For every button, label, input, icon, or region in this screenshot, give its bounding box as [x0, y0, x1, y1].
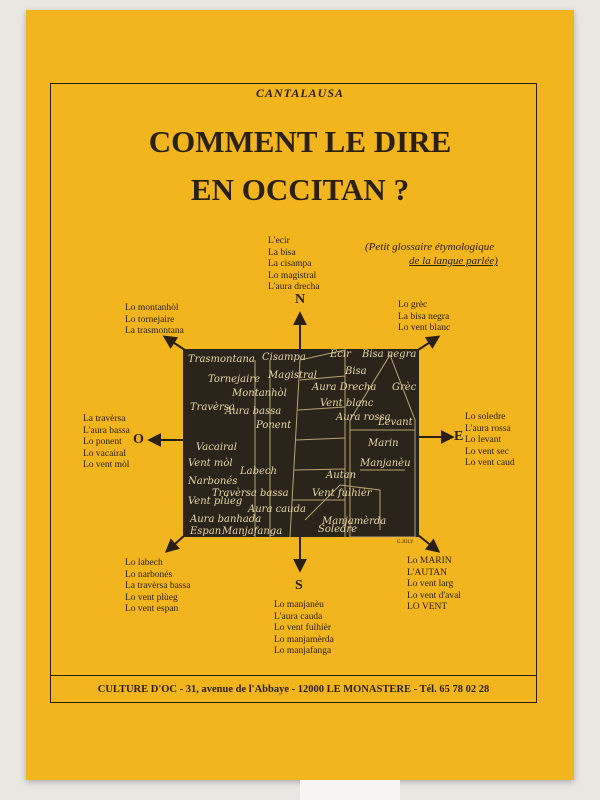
wind-name: L'AUTAN [407, 567, 447, 578]
wind-name: Lo levant [465, 435, 502, 445]
wind-list-southeast [407, 556, 461, 614]
wind-list-west [83, 414, 130, 472]
wind-name: L'aura bassa [83, 425, 130, 436]
illustration-word: Narbonés [188, 476, 238, 487]
arrow-southeast [418, 535, 438, 551]
wind-name: Lo soledre [465, 412, 506, 422]
wind-list-northeast [398, 300, 450, 335]
wind-name: Lo magistral [268, 270, 317, 281]
illustration-word: Travèrsa bassa [212, 488, 289, 499]
wind-name: La travèrsa [83, 414, 126, 424]
illustration-word: Marin [368, 438, 399, 449]
cardinal-south: S [295, 578, 303, 593]
arrow-southwest [167, 535, 185, 551]
illustration-word: Travèrsa [190, 402, 235, 413]
illustration-word: Aura Drecha [312, 382, 377, 393]
illustration-word: Espan [190, 526, 222, 537]
wind-name: Lo vent fulhièr [274, 623, 331, 633]
wind-name: L'ecir [268, 236, 290, 246]
illustration-word: Vent fulhièr [312, 488, 372, 499]
footer-address: CULTURE D'OC - 31, avenue de l'Abbaye - 12000 LE MONASTERE - Tél. 65 78 02 28 [97, 684, 490, 695]
wind-name: Lo vent d'aval [407, 590, 461, 601]
cardinal-east: E [454, 429, 464, 444]
illustration-word: Cisampa [262, 352, 306, 363]
wind-name: Lo vent caud [465, 458, 515, 468]
title-line-2: EN OCCITAN ? [190, 172, 410, 207]
subtitle-line-2: de la langue parlée) [409, 255, 498, 267]
wind-name: Lo labech [125, 558, 163, 568]
paper-sheet [300, 780, 400, 800]
wind-name: Lo manjanèu [274, 600, 324, 610]
illustration-word: Tornejaire [208, 374, 261, 385]
cardinal-north: N [295, 292, 306, 307]
illustration-word: Grèc [392, 382, 417, 393]
wind-name: L'aura rossa [465, 423, 511, 434]
wind-name: La travèrsa bassa [125, 581, 191, 591]
illustration-word: Manjamèrda [322, 516, 387, 527]
wind-name: Lo vent mòl [83, 460, 130, 470]
wind-name: Lo tornejaire [125, 314, 175, 325]
wind-name: Lo grèc [398, 300, 428, 310]
illustration-word: Aura banhada [190, 514, 262, 525]
wind-name: Lo ponent [83, 437, 122, 447]
illustration-word: Ecir [330, 349, 351, 360]
illustration-word: Autan [326, 470, 357, 481]
illustration-word: Trasmontana [188, 354, 255, 365]
wind-name: Lo vent sec [465, 446, 509, 457]
wind-name: Lo vent espan [125, 604, 179, 614]
illustration-word: Vent mòl [188, 458, 233, 469]
illustration-word: Bisa [345, 366, 367, 377]
wind-name: L'aura cauda [274, 611, 323, 622]
wind-name: L'aura drecha [268, 282, 320, 292]
publisher-name: CANTALAUSA [255, 86, 345, 100]
wind-name: Lo vacairal [83, 448, 126, 459]
illustration-word: Vent blanc [320, 398, 374, 409]
illustration-word: Soledre [318, 524, 358, 535]
wind-name: Lo MARIN [407, 556, 452, 566]
illustration-word: Aura bassa [225, 406, 282, 417]
arrow-northeast [418, 337, 438, 350]
illustration-word: Vent plùeg [188, 496, 243, 507]
wind-list-southwest [125, 558, 190, 616]
illustration-word: Bisa negra [362, 349, 417, 360]
wind-name: La bisa [268, 247, 296, 258]
arrow-northwest [165, 337, 185, 350]
wind-name: Lo montanhòl [125, 303, 179, 313]
wind-name: Lo narbonés [125, 569, 173, 580]
illustration-word: Ponent [256, 420, 292, 431]
illustration-word: Aura rossa [336, 412, 391, 423]
wind-name: Lo manjamèrda [274, 634, 334, 645]
cardinal-west: O [133, 432, 144, 447]
wind-name: La cisampa [268, 259, 312, 269]
illustration-word: Magistral [268, 370, 317, 381]
wind-name: LO VENT [407, 602, 448, 612]
illustration-word: Montanhòl [232, 388, 287, 399]
wind-list-northwest [125, 303, 184, 338]
wind-list-east [465, 412, 515, 470]
wind-name: Lo vent plùeg [125, 592, 178, 603]
wind-name: Lo manjafanga [274, 646, 332, 656]
illustration-word: Manjafanga [222, 526, 283, 537]
illustration-word: Labech [240, 466, 277, 477]
wind-name: La trasmontana [125, 326, 184, 336]
title-line-1: COMMENT LE DIRE [148, 124, 452, 159]
illustration-word: Aura cauda [248, 504, 306, 515]
illustration-word: Vacairal [196, 442, 237, 453]
artist-signature: G.JOLY [397, 540, 414, 545]
illustration-word: Manjanèu [360, 458, 411, 469]
illustration-word: Levant [378, 417, 413, 428]
wind-name: La bisa negra [398, 311, 450, 322]
wind-list-north [268, 236, 320, 294]
subtitle-line-1: (Petit glossaire étymologique [365, 241, 495, 253]
wind-name: Lo vent blanc [398, 323, 451, 333]
wind-name: Lo vent larg [407, 579, 454, 589]
wind-list-south [274, 600, 334, 658]
